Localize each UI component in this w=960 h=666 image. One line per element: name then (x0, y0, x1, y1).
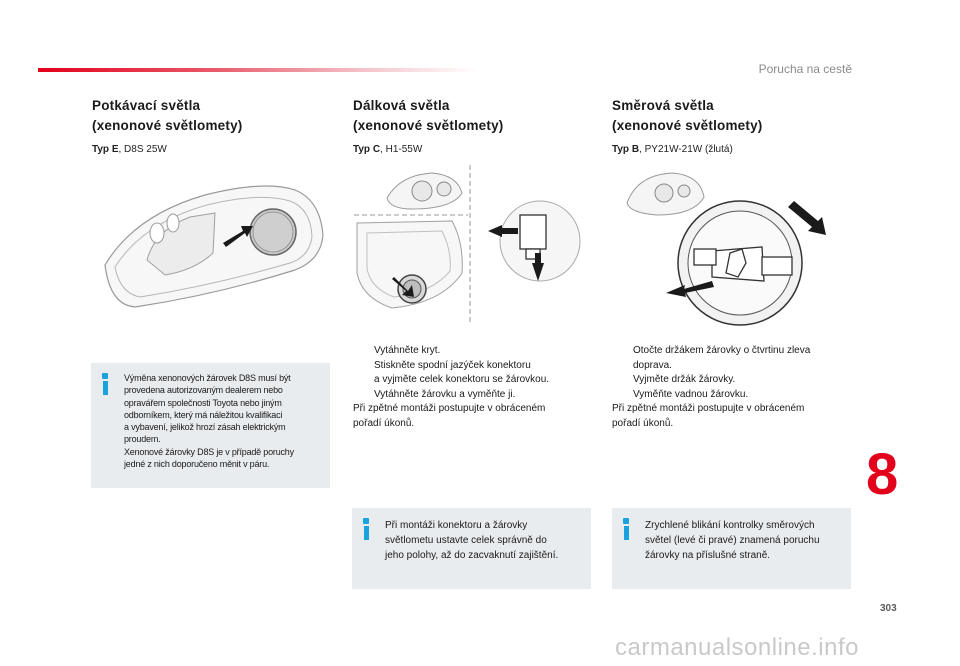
turn-signal-step: Vyměňte vadnou žárovku. (633, 388, 749, 400)
info-icon (101, 373, 109, 395)
info-text-high-beam: Při montáži konektoru a žárovky světlometu ustavte celek správně do jeho polohy, až do zacvaknutí zajištění. (385, 520, 559, 561)
info-text-low-beam: Výměna xenonových žárovek D8S musí být provedena autorizovaným dealerem nebo opravářem společnosti Toyota nebo jiným odborníkem, který má náležitou kvalifikaci a vybavení, jelikož hrozí zásah elektrickým proudem. Xenonové žárovky D8S je v případě poruchy jedné z nich doporučeno měnit v páru. (124, 373, 294, 470)
column-turn-signal (612, 96, 852, 155)
watermark: carmanualsonline.info (615, 634, 859, 661)
low-beam-type: Typ E, D8S 25W (92, 144, 167, 155)
page-number: 303 (880, 603, 897, 614)
turn-signal-steps (612, 344, 857, 431)
low-beam-title: Potkávací světla (xenonové světlomety) (92, 98, 243, 133)
info-box-turn-signal (612, 508, 851, 589)
high-beam-title: Dálková světla (xenonové světlomety) (353, 98, 504, 133)
high-beam-steps (353, 344, 593, 431)
info-box-low-beam (91, 363, 330, 488)
turn-signal-type: Typ B, PY21W-21W (žlutá) (612, 144, 733, 155)
turn-signal-illustration (612, 163, 852, 333)
column-high-beam (353, 96, 593, 155)
high-beam-illustration (352, 163, 588, 325)
high-beam-type: Typ C, H1-55W (353, 144, 423, 155)
turn-signal-note: Při zpětné montáži postupujte v obráceném pořadí úkonů. (612, 403, 805, 429)
high-beam-step: Vytáhněte kryt. (374, 345, 441, 356)
column-low-beam (92, 96, 332, 155)
info-box-high-beam (352, 508, 591, 589)
info-icon (362, 518, 370, 540)
turn-signal-step: Otočte držákem žárovky o čtvrtinu zleva doprava. (633, 345, 811, 371)
turn-signal-step: Vyjměte držák žárovky. (633, 374, 736, 385)
high-beam-note: Při zpětné montáži postupujte v obráceném pořadí úkonů. (353, 403, 546, 429)
header-accent-bar (38, 68, 478, 72)
chapter-number: 8 (866, 442, 899, 507)
high-beam-step: Vytáhněte žárovku a vyměňte ji. (374, 388, 516, 400)
high-beam-step: Stiskněte spodní jazýček konektoru a vyjměte celek konektoru se žárovkou. (374, 359, 550, 385)
low-beam-illustration (95, 175, 335, 315)
section-title: Porucha na cestě (758, 62, 852, 76)
info-text-turn-signal: Zrychlené blikání kontrolky směrových světel (levé či pravé) znamená poruchu žárovky na příslušné straně. (645, 520, 820, 561)
turn-signal-title: Směrová světla (xenonové světlomety) (612, 98, 763, 133)
info-icon (622, 518, 630, 540)
